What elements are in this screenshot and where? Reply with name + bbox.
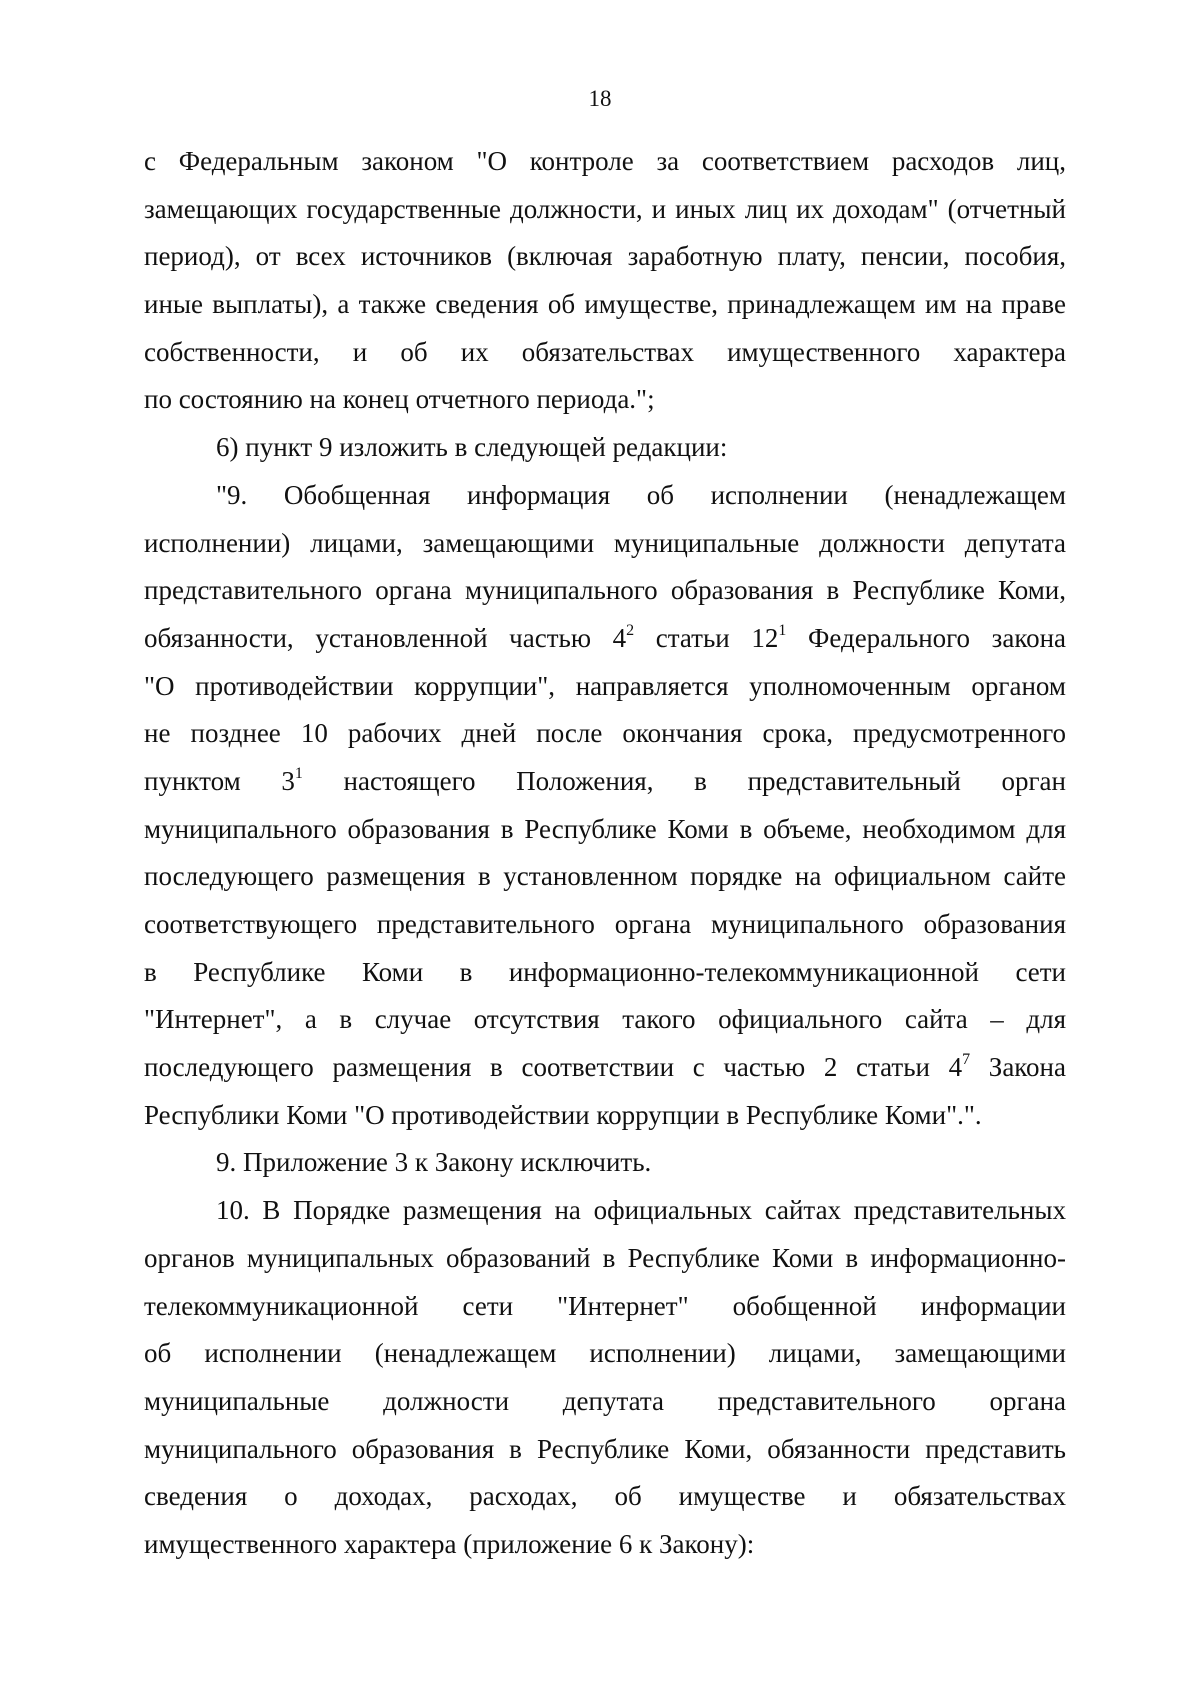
text-line [144,1044,1066,1092]
text-line: муниципальные должности депутата представительного органа [144,1385,1066,1416]
text-line: исполнении) лицами, замещающими муниципальные должности депутата [144,527,1066,558]
paragraph-item-10: 10. В Порядке размещения на официальных сайтах представительных [216,1195,1066,1226]
text-line: Республики Коми "О противодействии коррупции в Республике Коми".". [144,1099,982,1130]
text-line: телекоммуникационной сети "Интернет" обобщенной информации [144,1290,1066,1321]
paragraph-item-6: 6) пункт 9 изложить в следующей редакции: [216,432,728,463]
text-line: "9. Обобщенная информация об исполнении (ненадлежащем [216,479,1066,510]
text-segment: Закона [970,1052,1066,1083]
text-line: период), от всех источников (включая заработную плату, пенсии, пособия, [144,241,1066,272]
superscript: 1 [778,621,787,639]
text-line [144,758,1066,806]
paragraph-item-9: 9. Приложение 3 к Закону исключить. [216,1147,652,1178]
text-line: имущественного характера (приложение 6 к Закону): [144,1528,755,1559]
text-segment: Федерального закона [786,622,1066,653]
text-segment: обязанности, установленной частью 4 [144,622,627,653]
text-line: органов муниципальных образований в Республике Коми в информационно- [144,1242,1066,1273]
text-line: не позднее 10 рабочих дней после окончания срока, предусмотренного [144,718,1066,749]
text-line: замещающих государственные должности, и иных лиц их доходам" (отчетный [144,193,1066,224]
body-text [144,138,1066,1569]
text-line: сведения о доходах, расходах, об имуществе и обязательствах [144,1481,1066,1512]
text-line: в Республике Коми в информационно-телекоммуникационной сети [144,956,1066,987]
page-number: 18 [588,86,612,111]
text-line: с Федеральным законом "О контроле за соответствием расходов лиц, [144,146,1066,176]
text-line: по состоянию на конец отчетного периода."; [144,384,655,415]
text-line: "О противодействии коррупции", направляется уполномоченным органом [144,670,1066,701]
superscript: 1 [294,764,303,782]
text-segment: статьи 12 [634,622,779,653]
text-line: об исполнении (ненадлежащем исполнении) лицами, замещающими [144,1338,1066,1369]
text-segment: последующего размещения в соответствии с частью 2 статьи 4 [144,1052,963,1083]
text-segment: настоящего Положения, в представительный орган [302,765,1066,796]
text-line: иные выплаты), а также сведения об имуществе, принадлежащем им на праве [144,289,1066,320]
superscript: 7 [962,1051,971,1069]
text-line [144,615,1066,663]
superscript: 2 [626,621,635,639]
text-line: муниципального образования в Республике Коми в объеме, необходимом для [144,813,1066,844]
text-line: соответствующего представительного органа муниципального образования [144,909,1066,939]
text-line: "Интернет", а в случае отсутствия такого официального сайта – для [144,1004,1066,1035]
text-line: последующего размещения в установленном порядке на официальном сайте [144,861,1066,892]
text-segment: пунктом 3 [144,765,295,796]
text-line: представительного органа муниципального образования в Республике Коми, [144,575,1066,606]
text-line: муниципального образования в Республике Коми, обязанности представить [144,1433,1066,1464]
text-line: собственности, и об их обязательствах имущественного характера [144,336,1066,367]
